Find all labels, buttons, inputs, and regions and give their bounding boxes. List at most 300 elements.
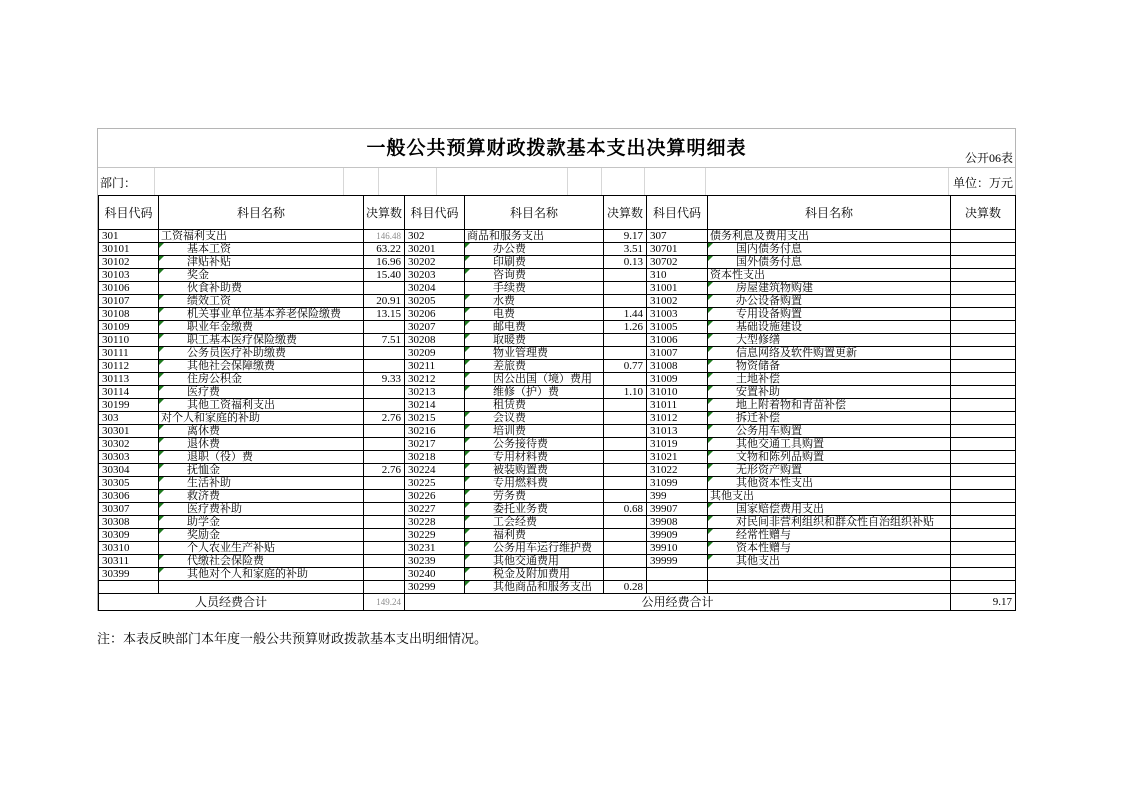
budget-sheet (97, 128, 1016, 611)
cell-flag-icon (708, 373, 713, 378)
code-cell: 303 (99, 412, 159, 425)
cell-flag-icon (159, 503, 164, 508)
cell-flag-icon (708, 243, 713, 248)
value-cell (364, 386, 405, 399)
code-cell: 31012 (647, 412, 708, 425)
col-header-name: 科目名称 (159, 196, 364, 230)
code-cell: 30211 (405, 360, 465, 373)
value-cell (951, 295, 1016, 308)
name-cell: 职工基本医疗保险缴费 (159, 334, 364, 347)
code-cell: 399 (647, 490, 708, 503)
value-cell (364, 438, 405, 451)
cell-flag-icon (708, 529, 713, 534)
cell-flag-icon (159, 464, 164, 469)
name-cell: 绩效工资 (159, 295, 364, 308)
name-cell: 抚恤金 (159, 464, 364, 477)
name-cell: 离休费 (159, 425, 364, 438)
cell-flag-icon (465, 568, 470, 573)
cell-flag-icon (465, 555, 470, 560)
value-cell (364, 503, 405, 516)
code-cell: 31022 (647, 464, 708, 477)
cell-flag-icon (465, 269, 470, 274)
cell-flag-icon (465, 451, 470, 456)
code-cell: 31099 (647, 477, 708, 490)
code-cell: 30224 (405, 464, 465, 477)
code-cell: 30305 (99, 477, 159, 490)
cell-flag-icon (465, 490, 470, 495)
code-cell (99, 581, 159, 594)
col-header-name: 科目名称 (708, 196, 951, 230)
table-row (99, 269, 1016, 282)
name-cell: 培训费 (465, 425, 604, 438)
name-cell: 专用材料费 (465, 451, 604, 464)
cell-flag-icon (159, 490, 164, 495)
name-cell: 个人农业生产补贴 (159, 542, 364, 555)
name-cell: 国内债务付息 (708, 243, 951, 256)
gridline (343, 168, 344, 195)
name-cell: 其他商品和服务支出 (465, 581, 604, 594)
value-cell (604, 412, 647, 425)
name-cell: 差旅费 (465, 360, 604, 373)
code-cell: 30231 (405, 542, 465, 555)
name-cell: 其他交通工具购置 (708, 438, 951, 451)
code-cell: 30303 (99, 451, 159, 464)
col-header-value: 决算数 (364, 196, 405, 230)
value-cell (951, 373, 1016, 386)
value-cell (951, 438, 1016, 451)
cell-flag-icon (465, 295, 470, 300)
table-row (99, 555, 1016, 568)
value-cell (604, 477, 647, 490)
name-cell: 退休费 (159, 438, 364, 451)
table-row (99, 334, 1016, 347)
table-row (99, 568, 1016, 581)
name-cell: 大型修缮 (708, 334, 951, 347)
sheet-code-label: 公开06表 (964, 151, 1013, 165)
cell-flag-icon (159, 347, 164, 352)
code-cell (647, 581, 708, 594)
value-cell: 0.28 (604, 581, 647, 594)
name-cell: 租赁费 (465, 399, 604, 412)
cell-flag-icon (159, 438, 164, 443)
value-cell (951, 412, 1016, 425)
table-row (99, 529, 1016, 542)
cell-flag-icon (465, 321, 470, 326)
header-row (99, 196, 1016, 230)
cell-flag-icon (465, 542, 470, 547)
cell-flag-icon (465, 386, 470, 391)
table-row (99, 295, 1016, 308)
code-cell: 30102 (99, 256, 159, 269)
cell-flag-icon (708, 295, 713, 300)
value-cell (604, 425, 647, 438)
value-cell: 13.15 (364, 308, 405, 321)
name-cell: 国家赔偿费用支出 (708, 503, 951, 516)
value-cell (364, 347, 405, 360)
name-cell: 拆迁补偿 (708, 412, 951, 425)
code-cell: 30109 (99, 321, 159, 334)
name-cell: 文物和陈列品购置 (708, 451, 951, 464)
code-cell: 31002 (647, 295, 708, 308)
name-cell: 其他支出 (708, 555, 951, 568)
table-row (99, 516, 1016, 529)
name-cell: 劳务费 (465, 490, 604, 503)
value-cell (604, 490, 647, 503)
value-cell (951, 529, 1016, 542)
code-cell: 30111 (99, 347, 159, 360)
value-cell (951, 282, 1016, 295)
code-cell: 30101 (99, 243, 159, 256)
value-cell: 15.40 (364, 269, 405, 282)
code-cell: 30199 (99, 399, 159, 412)
name-cell: 基本工资 (159, 243, 364, 256)
value-cell (604, 568, 647, 581)
code-cell: 30216 (405, 425, 465, 438)
name-cell: 职业年金缴费 (159, 321, 364, 334)
table-row (99, 542, 1016, 555)
cell-flag-icon (708, 282, 713, 287)
code-cell: 30113 (99, 373, 159, 386)
cell-flag-icon (708, 334, 713, 339)
meta-row (98, 168, 1015, 195)
personnel-total-value: 149.24 (364, 594, 405, 611)
code-cell: 30213 (405, 386, 465, 399)
value-cell (951, 464, 1016, 477)
cell-flag-icon (465, 373, 470, 378)
cell-flag-icon (465, 347, 470, 352)
name-cell: 印刷费 (465, 256, 604, 269)
value-cell: 1.44 (604, 308, 647, 321)
cell-flag-icon (708, 516, 713, 521)
code-cell: 30301 (99, 425, 159, 438)
name-cell: 工资福利支出 (159, 230, 364, 243)
code-cell: 30310 (99, 542, 159, 555)
value-cell (604, 269, 647, 282)
value-cell: 2.76 (364, 464, 405, 477)
cell-flag-icon (708, 438, 713, 443)
code-cell: 30206 (405, 308, 465, 321)
value-cell (364, 425, 405, 438)
value-cell (364, 477, 405, 490)
code-cell: 30702 (647, 256, 708, 269)
code-cell: 31019 (647, 438, 708, 451)
code-cell: 30202 (405, 256, 465, 269)
cell-flag-icon (708, 542, 713, 547)
value-cell (951, 256, 1016, 269)
value-cell (951, 542, 1016, 555)
cell-flag-icon (465, 243, 470, 248)
name-cell: 土地补偿 (708, 373, 951, 386)
cell-flag-icon (708, 308, 713, 313)
code-cell: 31003 (647, 308, 708, 321)
unit-label: 单位：万元 (952, 176, 1013, 190)
cell-flag-icon (708, 503, 713, 508)
cell-flag-icon (465, 477, 470, 482)
code-cell (647, 568, 708, 581)
code-cell: 30103 (99, 269, 159, 282)
value-cell: 0.77 (604, 360, 647, 373)
code-cell: 30306 (99, 490, 159, 503)
gridline (601, 168, 602, 195)
name-cell: 其他工资福利支出 (159, 399, 364, 412)
cell-flag-icon (465, 464, 470, 469)
value-cell: 9.33 (364, 373, 405, 386)
name-cell: 维修（护）费 (465, 386, 604, 399)
name-cell: 咨询费 (465, 269, 604, 282)
table-row (99, 438, 1016, 451)
table-row (99, 347, 1016, 360)
code-cell: 30239 (405, 555, 465, 568)
cell-flag-icon (708, 386, 713, 391)
code-cell: 31006 (647, 334, 708, 347)
code-cell: 39907 (647, 503, 708, 516)
name-cell: 医疗费补助 (159, 503, 364, 516)
name-cell: 生活补助 (159, 477, 364, 490)
value-cell (604, 464, 647, 477)
gridline (644, 168, 645, 195)
name-cell: 办公设备购置 (708, 295, 951, 308)
col-header-code: 科目代码 (647, 196, 708, 230)
cell-flag-icon (708, 451, 713, 456)
value-cell (604, 438, 647, 451)
code-cell: 30201 (405, 243, 465, 256)
value-cell (364, 282, 405, 295)
name-cell (708, 568, 951, 581)
cell-flag-icon (708, 464, 713, 469)
value-cell: 0.13 (604, 256, 647, 269)
name-cell: 其他交通费用 (465, 555, 604, 568)
code-cell: 30214 (405, 399, 465, 412)
table-row (99, 282, 1016, 295)
value-cell (951, 399, 1016, 412)
name-cell: 对个人和家庭的补助 (159, 412, 364, 425)
value-cell: 3.51 (604, 243, 647, 256)
table-row (99, 373, 1016, 386)
table-row (99, 581, 1016, 594)
table-row (99, 399, 1016, 412)
code-cell: 302 (405, 230, 465, 243)
code-cell: 30225 (405, 477, 465, 490)
value-cell (364, 321, 405, 334)
value-cell (951, 451, 1016, 464)
value-cell (951, 321, 1016, 334)
cell-flag-icon (465, 412, 470, 417)
cell-flag-icon (159, 477, 164, 482)
value-cell: 9.17 (604, 230, 647, 243)
cell-flag-icon (159, 399, 164, 404)
name-cell: 税金及附加费用 (465, 568, 604, 581)
table-row (99, 490, 1016, 503)
code-cell: 30217 (405, 438, 465, 451)
code-cell: 30299 (405, 581, 465, 594)
cell-flag-icon (159, 555, 164, 560)
name-cell: 助学金 (159, 516, 364, 529)
cell-flag-icon (159, 451, 164, 456)
code-cell: 31009 (647, 373, 708, 386)
name-cell: 基础设施建设 (708, 321, 951, 334)
value-cell (951, 243, 1016, 256)
name-cell: 资本性赠与 (708, 542, 951, 555)
code-cell: 30307 (99, 503, 159, 516)
cell-flag-icon (465, 256, 470, 261)
value-cell (604, 529, 647, 542)
value-cell (951, 425, 1016, 438)
table-row (99, 243, 1016, 256)
name-cell: 津贴补贴 (159, 256, 364, 269)
value-cell (951, 568, 1016, 581)
value-cell (364, 581, 405, 594)
name-cell: 商品和服务支出 (465, 230, 604, 243)
code-cell: 30309 (99, 529, 159, 542)
code-cell: 30308 (99, 516, 159, 529)
table-row (99, 386, 1016, 399)
totals-row (99, 594, 1016, 611)
cell-flag-icon (159, 334, 164, 339)
name-cell: 因公出国（境）费用 (465, 373, 604, 386)
code-cell: 30112 (99, 360, 159, 373)
value-cell: 1.10 (604, 386, 647, 399)
code-cell: 31005 (647, 321, 708, 334)
code-cell: 30205 (405, 295, 465, 308)
code-cell: 30203 (405, 269, 465, 282)
name-cell: 委托业务费 (465, 503, 604, 516)
public-total-label: 公用经费合计 (405, 594, 951, 611)
cell-flag-icon (708, 412, 713, 417)
name-cell: 安置补助 (708, 386, 951, 399)
cell-flag-icon (708, 321, 713, 326)
code-cell: 30240 (405, 568, 465, 581)
value-cell (604, 347, 647, 360)
name-cell: 公务用车购置 (708, 425, 951, 438)
value-cell: 16.96 (364, 256, 405, 269)
table-row (99, 412, 1016, 425)
page-title: 一般公共预算财政拨款基本支出决算明细表 (366, 138, 747, 159)
cell-flag-icon (159, 373, 164, 378)
value-cell (604, 555, 647, 568)
value-cell (364, 568, 405, 581)
code-cell: 30209 (405, 347, 465, 360)
name-cell: 电费 (465, 308, 604, 321)
name-cell: 其他社会保障缴费 (159, 360, 364, 373)
value-cell (951, 581, 1016, 594)
table-row (99, 451, 1016, 464)
value-cell (364, 490, 405, 503)
value-cell (364, 451, 405, 464)
code-cell: 30228 (405, 516, 465, 529)
footnote: 注：本表反映部门本年度一般公共预算财政拨款基本支出明细情况。 (97, 631, 488, 646)
gridline (567, 168, 568, 195)
value-cell (604, 451, 647, 464)
value-cell: 7.51 (364, 334, 405, 347)
col-header-code: 科目代码 (99, 196, 159, 230)
code-cell: 39910 (647, 542, 708, 555)
value-cell (951, 230, 1016, 243)
cell-flag-icon (708, 477, 713, 482)
name-cell: 其他资本性支出 (708, 477, 951, 490)
code-cell: 30399 (99, 568, 159, 581)
value-cell: 146.48 (364, 230, 405, 243)
name-cell: 物资储备 (708, 360, 951, 373)
value-cell: 20.91 (364, 295, 405, 308)
gridline (948, 168, 949, 195)
name-cell: 住房公积金 (159, 373, 364, 386)
name-cell: 公务员医疗补助缴费 (159, 347, 364, 360)
name-cell: 机关事业单位基本养老保险缴费 (159, 308, 364, 321)
value-cell (951, 555, 1016, 568)
cell-flag-icon (465, 438, 470, 443)
name-cell: 办公费 (465, 243, 604, 256)
value-cell (604, 373, 647, 386)
name-cell: 水费 (465, 295, 604, 308)
cell-flag-icon (465, 425, 470, 430)
name-cell: 奖金 (159, 269, 364, 282)
name-cell: 其他支出 (708, 490, 951, 503)
cell-flag-icon (159, 295, 164, 300)
name-cell: 福利费 (465, 529, 604, 542)
cell-flag-icon (708, 360, 713, 365)
cell-flag-icon (465, 334, 470, 339)
value-cell: 63.22 (364, 243, 405, 256)
cell-flag-icon (159, 269, 164, 274)
name-cell: 救济费 (159, 490, 364, 503)
name-cell: 被装购置费 (465, 464, 604, 477)
code-cell: 31001 (647, 282, 708, 295)
gridline (154, 168, 155, 195)
table-row (99, 308, 1016, 321)
public-total-value: 9.17 (951, 594, 1016, 611)
code-cell: 30106 (99, 282, 159, 295)
value-cell (951, 269, 1016, 282)
value-cell (604, 399, 647, 412)
code-cell: 31008 (647, 360, 708, 373)
title-block (98, 129, 1015, 168)
name-cell: 对民间非营利组织和群众性自治组织补贴 (708, 516, 951, 529)
value-cell (951, 386, 1016, 399)
name-cell: 奖励金 (159, 529, 364, 542)
name-cell: 代缴社会保险费 (159, 555, 364, 568)
value-cell (364, 529, 405, 542)
cell-flag-icon (159, 256, 164, 261)
code-cell: 30212 (405, 373, 465, 386)
code-cell: 30229 (405, 529, 465, 542)
value-cell (364, 542, 405, 555)
value-cell (604, 282, 647, 295)
code-cell: 31013 (647, 425, 708, 438)
name-cell: 国外债务付息 (708, 256, 951, 269)
value-cell (364, 555, 405, 568)
value-cell (951, 490, 1016, 503)
name-cell: 取暖费 (465, 334, 604, 347)
cell-flag-icon (708, 347, 713, 352)
cell-flag-icon (465, 516, 470, 521)
value-cell (951, 516, 1016, 529)
name-cell: 物业管理费 (465, 347, 604, 360)
code-cell: 30208 (405, 334, 465, 347)
table-row (99, 256, 1016, 269)
cell-flag-icon (159, 360, 164, 365)
cell-flag-icon (159, 425, 164, 430)
code-cell: 31010 (647, 386, 708, 399)
cell-flag-icon (708, 555, 713, 560)
cell-flag-icon (159, 516, 164, 521)
code-cell: 30108 (99, 308, 159, 321)
code-cell: 30215 (405, 412, 465, 425)
value-cell (951, 347, 1016, 360)
name-cell (159, 581, 364, 594)
cell-flag-icon (465, 308, 470, 313)
col-header-value: 决算数 (604, 196, 647, 230)
table-row (99, 360, 1016, 373)
